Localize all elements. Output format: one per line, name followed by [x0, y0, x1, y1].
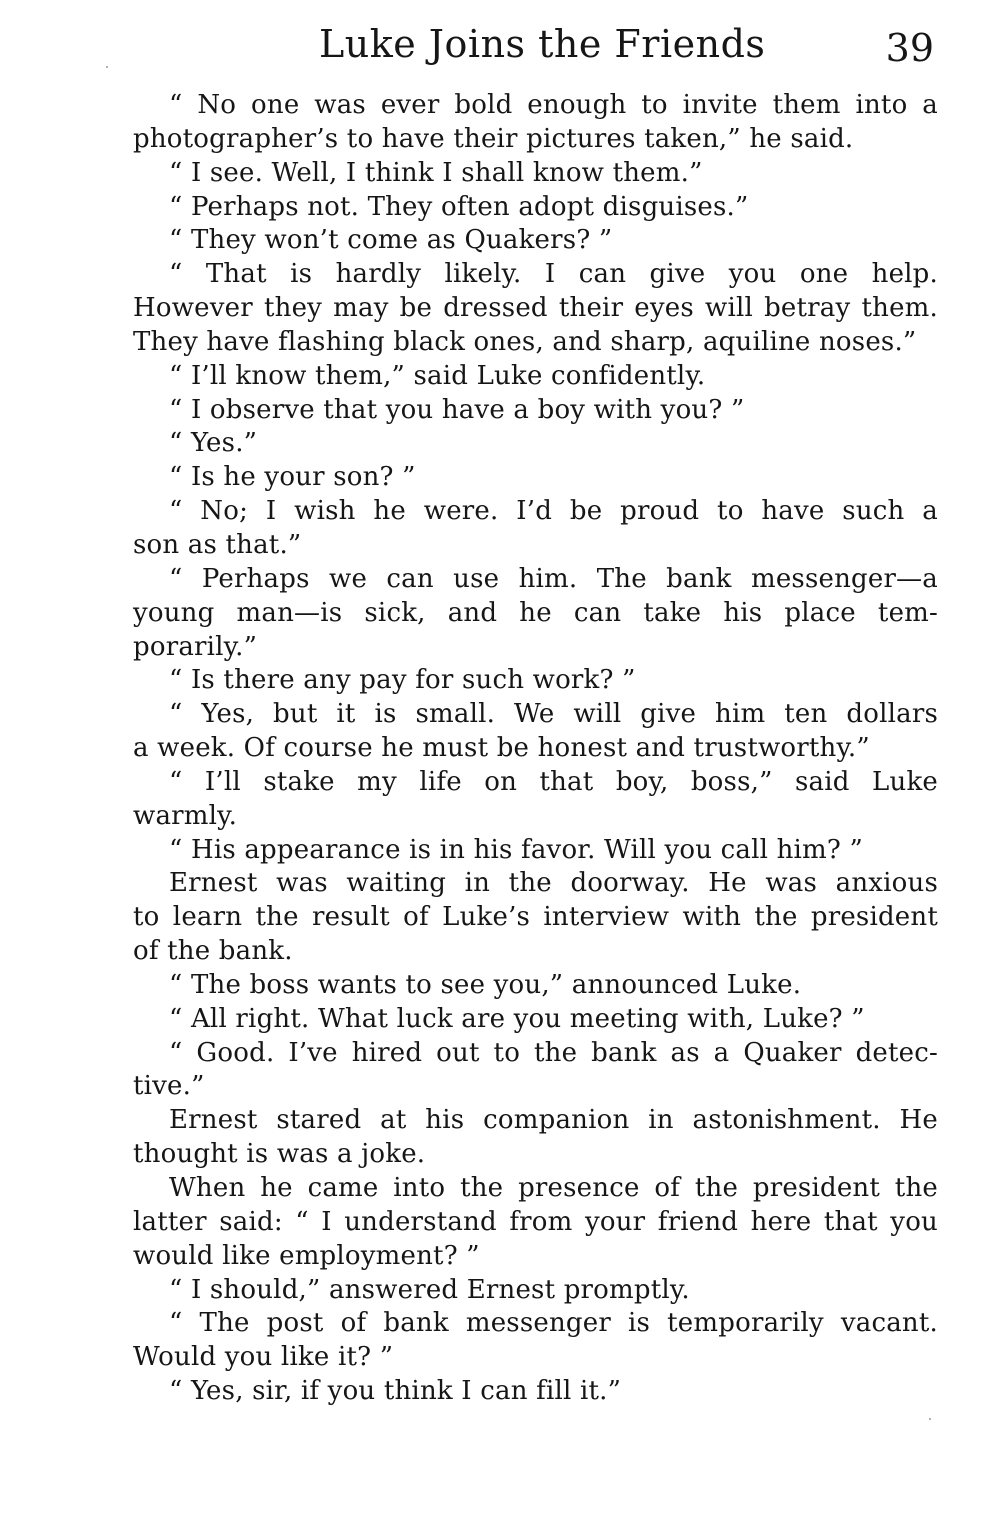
text-line: to learn the result of Luke’s interview with the president [133, 902, 938, 933]
text-line: “ Is he your son? ” [169, 462, 416, 493]
paper-speck [106, 66, 108, 68]
text-line: son as that.” [133, 529, 302, 560]
text-line: thought is was a joke. [133, 1139, 426, 1170]
text-line: photographer’s to have their pictures taken,” he said. [133, 123, 854, 154]
text-line: “ Perhaps we can use him. The bank messenger—a [169, 563, 938, 594]
text-line: “ No one was ever bold enough to invite them into a [169, 90, 938, 120]
paper-speck [929, 1418, 931, 1420]
text-line: Would you like it? ” [133, 1342, 394, 1373]
text-line: “ No; I wish he were. I’d be proud to have such a [169, 496, 938, 527]
text-line: “ I see. Well, I think I shall know them.” [169, 157, 703, 188]
text-line: Ernest was waiting in the doorway. He was anxious [169, 868, 938, 899]
text-line: “ All right. What luck are you meeting with, Luke? ” [169, 1003, 865, 1034]
text-line: “ Perhaps not. They often adopt disguises.” [169, 191, 749, 222]
running-title: Luke Joins the Friends [319, 22, 766, 66]
text-line: They have flashing black ones, and sharp, aquiline noses.” [133, 326, 917, 357]
text-line: warmly. [133, 800, 238, 831]
text-line: When he came into the presence of the president the [169, 1173, 938, 1203]
text-line: “ Yes.” [169, 428, 258, 459]
text-line: of the bank. [133, 936, 293, 967]
body-text [133, 89, 938, 1409]
text-line: “ Good. I’ve hired out to the bank as a Quaker detec- [169, 1037, 938, 1068]
text-line: would like employment? ” [133, 1240, 480, 1271]
text-line: “ I observe that you have a boy with you? ” [169, 394, 745, 425]
text-line: However they may be dressed their eyes will betray them. [133, 293, 938, 324]
text-line: “ Is there any pay for such work? ” [169, 665, 636, 696]
text-line: “ Yes, but it is small. We will give him ten dollars [169, 699, 938, 730]
text-line: latter said: “ I understand from your friend here that you [133, 1206, 938, 1237]
text-line: “ The boss wants to see you,” announced Luke. [169, 969, 802, 1000]
text-line: “ Yes, sir, if you think I can fill it.” [169, 1376, 622, 1407]
text-line: “ The post of bank messenger is temporarily vacant. [169, 1308, 938, 1339]
text-line: a week. Of course he must be honest and trustworthy.” [133, 733, 870, 764]
text-line: young man—is sick, and he can take his place tem- [133, 597, 938, 628]
text-line: “ I should,” answered Ernest promptly. [169, 1274, 690, 1305]
text-line: porarily.” [133, 631, 258, 662]
page-number: 39 [885, 26, 934, 70]
text-line: “ They won’t come as Quakers? ” [169, 225, 613, 256]
text-line: “ That is hardly likely. I can give you one help. [169, 259, 938, 290]
page-header [133, 22, 938, 78]
text-line: Ernest stared at his companion in astonishment. He [169, 1105, 938, 1136]
text-line: tive.” [133, 1071, 205, 1102]
text-line: “ I’ll stake my life on that boy, boss,” said Luke [169, 766, 938, 797]
text-line: “ His appearance is in his favor. Will you call him? ” [169, 834, 863, 865]
text-line: “ I’ll know them,” said Luke confidently. [169, 360, 706, 391]
